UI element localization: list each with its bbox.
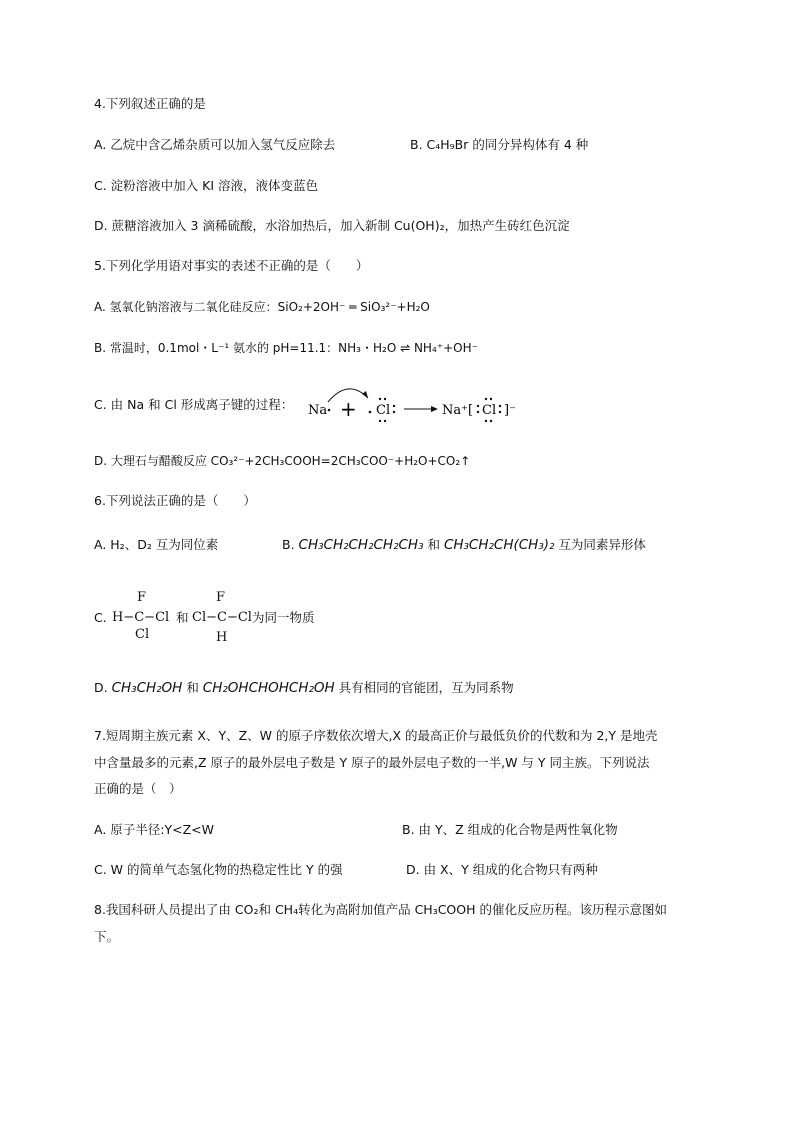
q4-option-a: A. 乙烷中含乙烯杂质可以加入氢气反应除去	[94, 137, 336, 152]
q6-c-suffix: 为同一物质	[252, 610, 315, 625]
q4-option-d: D. 蔗糖溶液加入 3 滴稀硫酸，水浴加热后，加入新制 Cu(OH)₂，加热产生砖红色沉淀	[94, 218, 570, 233]
q7-option-b: B. 由 Y、Z 组成的化合物是两性氧化物	[402, 822, 618, 837]
q7-stem-line2: 中含量最多的元素,Z 原子的最外层电子数是 Y 原子的最外层电子数的一半,W 与 Y 同主族。下列说法	[94, 755, 650, 770]
cl-atom: Cl	[376, 403, 391, 418]
reaction-arrow-icon	[431, 406, 438, 412]
q5-lewis-diagram	[300, 384, 530, 434]
q5-option-b: B. 常温时，0.1mol・L⁻¹ 氨水的 pH=11.1：NH₃・H₂O ⇌ NH₄⁺+OH⁻	[94, 341, 478, 355]
q7-stem-line3: 正确的是（ ）	[94, 781, 182, 796]
ethanol-formula: CH₃CH₂OH	[111, 680, 183, 696]
pentane-formula: CH₃CH₂CH₂CH₂CH₃	[298, 537, 424, 553]
q7-option-c: C. W 的简单气态氢化物的热稳定性比 Y 的强	[94, 862, 343, 877]
na-ion: Na⁺[	[442, 403, 474, 418]
q4-stem: 4.下列叙述正确的是	[94, 96, 206, 111]
q5-stem: 5.下列化学用语对事实的表述不正确的是（ ）	[94, 258, 369, 273]
q6-option-d: D. CH₃CH₂OH 和 CH₂OHCHOHCH₂OH 具有相同的官能团，互为同系物	[94, 680, 514, 696]
isopentane-formula: CH₃CH₂CH(CH₃)₂	[443, 537, 555, 553]
na-atom: Na	[308, 403, 328, 418]
q6-option-a: A. H₂、D₂ 互为同位素	[94, 537, 219, 552]
q5-option-d: D. 大理石与醋酸反应 CO₃²⁻+2CH₃COOH=2CH₃COO⁻+H₂O+CO₂↑	[94, 454, 471, 468]
q8-stem-line2: 下。	[94, 929, 120, 944]
q4-option-b: B. C₄H₉Br 的同分异构体有 4 种	[410, 137, 589, 152]
q6-option-b: B. CH₃CH₂CH₂CH₂CH₃ 和 CH₃CH₂CH(CH₃)₂ 互为同素异形体	[282, 537, 646, 553]
q6-option-c-label: C.	[94, 610, 107, 625]
cl-ion: Cl	[482, 403, 497, 418]
q8-stem-line1: 8.我国科研人员提出了由 CO₂和 CH₄转化为高附加值产品 CH₃COOH 的催化反应历程。该历程示意图如	[94, 902, 667, 917]
q5-option-c-text: C. 由 Na 和 Cl 形成离子键的过程：	[94, 397, 294, 412]
q6-c-and: 和	[176, 610, 189, 625]
q7-option-d: D. 由 X、Y 组成的化合物只有两种	[406, 862, 598, 877]
bracket-charge: ]⁻	[504, 403, 516, 418]
q7-stem-line1: 7.短周期主族元素 X、Y、Z、W 的原子序数依次增大,X 的最高正价与最低负价的代数和为 2,Y 是地壳	[94, 728, 658, 743]
arrow-head-icon	[362, 391, 368, 398]
q6-stem: 6.下列说法正确的是（ ）	[94, 493, 256, 508]
q7-option-a: A. 原子半径:Y<Z<W	[94, 822, 214, 837]
plus-sign: +	[340, 397, 357, 421]
q5-option-a: A. 氢氧化钠溶液与二氧化硅反应：SiO₂+2OH⁻ ═ SiO₃²⁻+H₂O	[94, 300, 430, 314]
glycerol-formula: CH₂OHCHOHCH₂OH	[202, 680, 335, 696]
q4-option-c: C. 淀粉溶液中加入 KI 溶液，液体变蓝色	[94, 178, 319, 193]
